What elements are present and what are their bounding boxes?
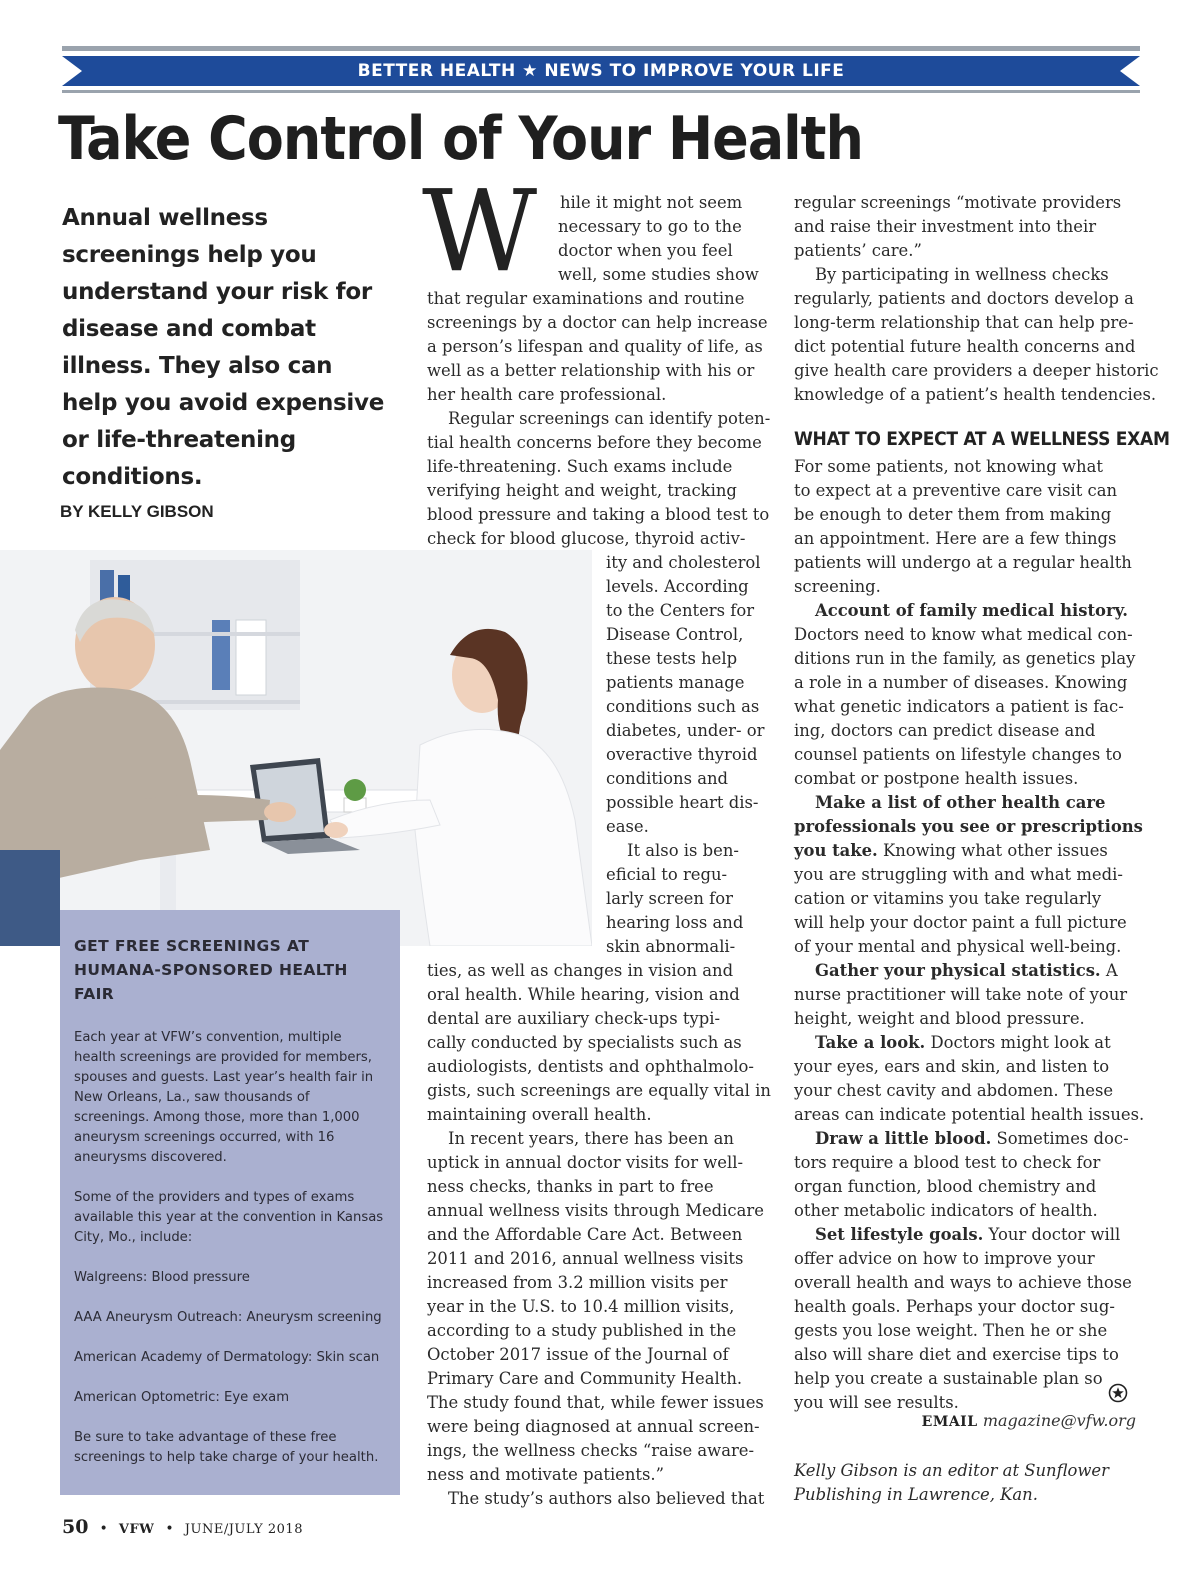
run-in-heading: Gather your physical statistics. xyxy=(815,961,1101,980)
body-line xyxy=(815,1127,1129,1151)
body-line: you will see results. xyxy=(794,1393,959,1412)
body-line: and the Affordable Care Act. Between xyxy=(427,1225,743,1244)
body-line: overall health and ways to achieve those xyxy=(794,1273,1132,1292)
body-line: offer advice on how to improve your xyxy=(794,1249,1095,1268)
body-text: Your doctor will xyxy=(983,1225,1121,1244)
body-line: By participating in wellness checks xyxy=(815,265,1109,284)
body-line: give health care providers a deeper historic xyxy=(794,361,1159,380)
sidebar-list-item: American Academy of Dermatology: Skin scan xyxy=(74,1350,380,1365)
body-line: ness checks, thanks in part to free xyxy=(427,1177,714,1196)
section-banner xyxy=(62,56,1140,86)
body-line: that regular examinations and routine xyxy=(427,289,745,308)
byline: BY KELLY GIBSON xyxy=(60,502,214,521)
banner-top-rule xyxy=(62,46,1140,51)
body-line: of your mental and physical well-being. xyxy=(794,937,1122,956)
body-line: increased from 3.2 million visits per xyxy=(427,1273,728,1292)
sidebar-list-item: AAA Aneurysm Outreach: Aneurysm screening xyxy=(74,1310,382,1325)
body-line: regularly, patients and doctors develop a xyxy=(794,289,1134,308)
body-line: It also is ben- xyxy=(627,841,739,860)
banner-bottom-rule xyxy=(62,90,1140,93)
body-line: Doctors need to know what medical con- xyxy=(794,625,1133,644)
body-line: October 2017 issue of the Journal of xyxy=(427,1345,729,1364)
body-line: Regular screenings can identify poten- xyxy=(448,409,771,428)
body-line xyxy=(815,1223,1120,1247)
body-line: overactive thyroid xyxy=(606,745,758,764)
banner-text: BETTER HEALTH ★ NEWS TO IMPROVE YOUR LIFE xyxy=(357,61,845,81)
body-line: ing, doctors can predict disease and xyxy=(794,721,1096,740)
run-in-heading: you take. xyxy=(794,841,878,860)
body-line: maintaining overall health. xyxy=(427,1105,652,1124)
body-line: cally conducted by specialists such as xyxy=(427,1033,742,1052)
body-line: combat or postpone health issues. xyxy=(794,769,1079,788)
body-line: year in the U.S. to 10.4 million visits, xyxy=(427,1297,735,1316)
body-text: A xyxy=(1100,961,1118,980)
body-line: an appointment. Here are a few things xyxy=(794,529,1117,548)
body-line: be enough to deter them from making xyxy=(794,505,1112,524)
body-line: long-term relationship that can help pre- xyxy=(794,313,1134,332)
body-line: and raise their investment into their xyxy=(794,217,1097,236)
sidebar-paragraph: Be sure to take advantage of these free screenings to help take charge of your health. xyxy=(74,1430,379,1465)
body-line: also will share diet and exercise tips to xyxy=(794,1345,1119,1364)
body-line: ness and motivate patients.” xyxy=(427,1465,665,1484)
body-line: possible heart dis- xyxy=(606,793,759,812)
body-line: ease. xyxy=(606,817,649,836)
body-line xyxy=(815,959,1118,983)
run-in-heading: Draw a little blood. xyxy=(815,1129,992,1148)
run-in-heading: Make a list of other health care xyxy=(815,793,1106,812)
body-line: ties, as well as changes in vision and xyxy=(427,961,734,980)
email-link[interactable]: magazine@vfw.org xyxy=(982,1411,1136,1430)
body-line: nurse practitioner will take note of your xyxy=(794,985,1128,1004)
body-line: a person’s lifespan and quality of life, as xyxy=(427,337,763,356)
body-line: For some patients, not knowing what xyxy=(794,457,1103,476)
body-line: necessary to go to the xyxy=(558,217,742,236)
body-line: these tests help xyxy=(606,649,738,668)
body-line: tors require a blood test to check for xyxy=(794,1153,1101,1172)
body-line: eficial to regu- xyxy=(606,865,728,884)
body-line: Primary Care and Community Health. xyxy=(427,1369,743,1388)
issue-date: JUNE/JULY 2018 xyxy=(184,1522,303,1537)
body-line: The study’s authors also believed that xyxy=(448,1489,765,1508)
body-line: The study found that, while fewer issues xyxy=(427,1393,764,1412)
body-line: skin abnormali- xyxy=(606,937,736,956)
body-line: hile it might not seem xyxy=(560,193,743,212)
body-line: well as a better relationship with his or xyxy=(427,361,755,380)
body-line: audiologists, dentists and ophthalmolo- xyxy=(427,1057,754,1076)
body-line: tial health concerns before they become xyxy=(427,433,762,452)
body-line: dental are auxiliary check-ups typi- xyxy=(427,1009,721,1028)
article-title: Take Control of Your Health xyxy=(58,104,863,174)
body-line: help you create a sustainable plan so xyxy=(794,1369,1103,1388)
body-text: Doctors might look at xyxy=(925,1033,1111,1052)
sidebar-paragraph: Each year at VFW’s convention, multiple health screenings are provided for members, spouses and guests. Last year’s health fair in New Orleans, La., saw thousands of screenings. Among those, more than 1,000 aneurysm screenings occurred, with 16 aneurysms discovered. xyxy=(74,1030,374,1165)
sidebar-list-item: American Optometric: Eye exam xyxy=(74,1390,290,1405)
body-line: screenings by a doctor can help increase xyxy=(427,313,768,332)
body-line: your chest cavity and abdomen. These xyxy=(794,1081,1114,1100)
body-line xyxy=(794,839,1108,863)
author-bio: Kelly Gibson is an editor at Sunflower Publishing in Lawrence, Kan. xyxy=(794,1461,1109,1504)
body-line: knowledge of a patient’s health tendencies. xyxy=(794,385,1157,404)
body-line xyxy=(815,1031,1111,1055)
body-line: ditions run in the family, as genetics play xyxy=(794,649,1136,668)
sidebar-title: GET FREE SCREENINGS AT HUMANA-SPONSORED HEALTH FAIR xyxy=(74,937,348,1003)
sidebar-box xyxy=(60,910,400,1495)
run-in-heading: Take a look. xyxy=(815,1033,926,1052)
body-line: to expect at a preventive care visit can xyxy=(794,481,1118,500)
body-line: counsel patients on lifestyle changes to xyxy=(794,745,1122,764)
body-line: conditions such as xyxy=(606,697,760,716)
body-line: conditions and xyxy=(606,769,729,788)
footer-separator: • xyxy=(99,1521,108,1537)
body-text: Sometimes doc- xyxy=(991,1129,1129,1148)
body-line: cation or vitamins you take regularly xyxy=(794,889,1102,908)
body-line: doctor when you feel xyxy=(558,241,733,260)
body-line: height, weight and blood pressure. xyxy=(794,1009,1085,1028)
sidebar-list-item: Walgreens: Blood pressure xyxy=(74,1270,250,1285)
body-line: your eyes, ears and skin, and listen to xyxy=(794,1057,1110,1076)
body-line: according to a study published in the xyxy=(427,1321,737,1340)
body-line: what genetic indicators a patient is fac- xyxy=(794,697,1124,716)
body-line: oral health. While hearing, vision and xyxy=(427,985,740,1004)
star-end-icon xyxy=(1108,1383,1128,1403)
body-line: diabetes, under- or xyxy=(606,721,765,740)
body-line: blood pressure and taking a blood test to xyxy=(427,505,770,524)
page-footer xyxy=(62,1516,303,1538)
body-line: regular screenings “motivate providers xyxy=(794,193,1122,212)
body-line: verifying height and weight, tracking xyxy=(427,481,737,500)
email-label: EMAIL xyxy=(921,1414,978,1430)
contact-email xyxy=(794,1409,1136,1435)
body-line: her health care professional. xyxy=(427,385,667,404)
magazine-name: VFW xyxy=(118,1522,155,1537)
body-line: areas can indicate potential health issues. xyxy=(794,1105,1145,1124)
body-line: Disease Control, xyxy=(606,625,744,644)
body-line: patients will undergo at a regular health xyxy=(794,553,1132,572)
body-line: check for blood glucose, thyroid activ- xyxy=(427,529,746,548)
body-line: patients’ care.” xyxy=(794,241,922,260)
body-line: levels. According xyxy=(606,577,749,596)
run-in-heading: Account of family medical history. xyxy=(815,601,1128,620)
page-number: 50 xyxy=(62,1516,89,1538)
body-line: patients manage xyxy=(606,673,745,692)
body-line: life-threatening. Such exams include xyxy=(427,457,733,476)
footer-separator: • xyxy=(165,1521,174,1537)
section-subhead: WHAT TO EXPECT AT A WELLNESS EXAM xyxy=(794,428,1170,450)
body-line: were being diagnosed at annual screen- xyxy=(427,1417,760,1436)
body-line: a role in a number of diseases. Knowing xyxy=(794,673,1128,692)
body-line: organ function, blood chemistry and xyxy=(794,1177,1097,1196)
body-line: ings, the wellness checks “raise aware- xyxy=(427,1441,755,1460)
body-line: health goals. Perhaps your doctor sug- xyxy=(794,1297,1115,1316)
body-line: uptick in annual doctor visits for well- xyxy=(427,1153,744,1172)
body-line: will help your doctor paint a full picture xyxy=(794,913,1127,932)
run-in-heading: Set lifestyle goals. xyxy=(815,1225,984,1244)
body-text: Knowing what other issues xyxy=(877,841,1108,860)
body-line: gests you lose weight. Then he or she xyxy=(794,1321,1108,1340)
article-deck: Annual wellness screenings help you understand your risk for disease and combat illness. They also can help you avoid expensive or life-threatening conditions. xyxy=(62,205,385,490)
body-line: 2011 and 2016, annual wellness visits xyxy=(427,1249,744,1268)
doctor-patient-photo xyxy=(0,550,592,946)
body-line: you are struggling with and what medi- xyxy=(794,865,1123,884)
drop-cap: W xyxy=(422,167,538,297)
body-line: dict potential future health concerns and xyxy=(794,337,1136,356)
sidebar-paragraph: Some of the providers and types of exams available this year at the convention in Kansas City, Mo., include: xyxy=(74,1190,384,1245)
body-line: well, some studies show xyxy=(558,265,759,284)
run-in-heading: professionals you see or prescriptions xyxy=(794,817,1143,836)
body-line: In recent years, there has been an xyxy=(448,1129,734,1148)
body-line: hearing loss and xyxy=(606,913,744,932)
body-line: screening. xyxy=(794,577,881,596)
body-line: to the Centers for xyxy=(606,601,755,620)
body-line: annual wellness visits through Medicare xyxy=(427,1201,764,1220)
body-line: ity and cholesterol xyxy=(606,553,761,572)
body-line: gists, such screenings are equally vital in xyxy=(427,1081,771,1100)
body-line: other metabolic indicators of health. xyxy=(794,1201,1098,1220)
body-line: larly screen for xyxy=(606,889,733,908)
